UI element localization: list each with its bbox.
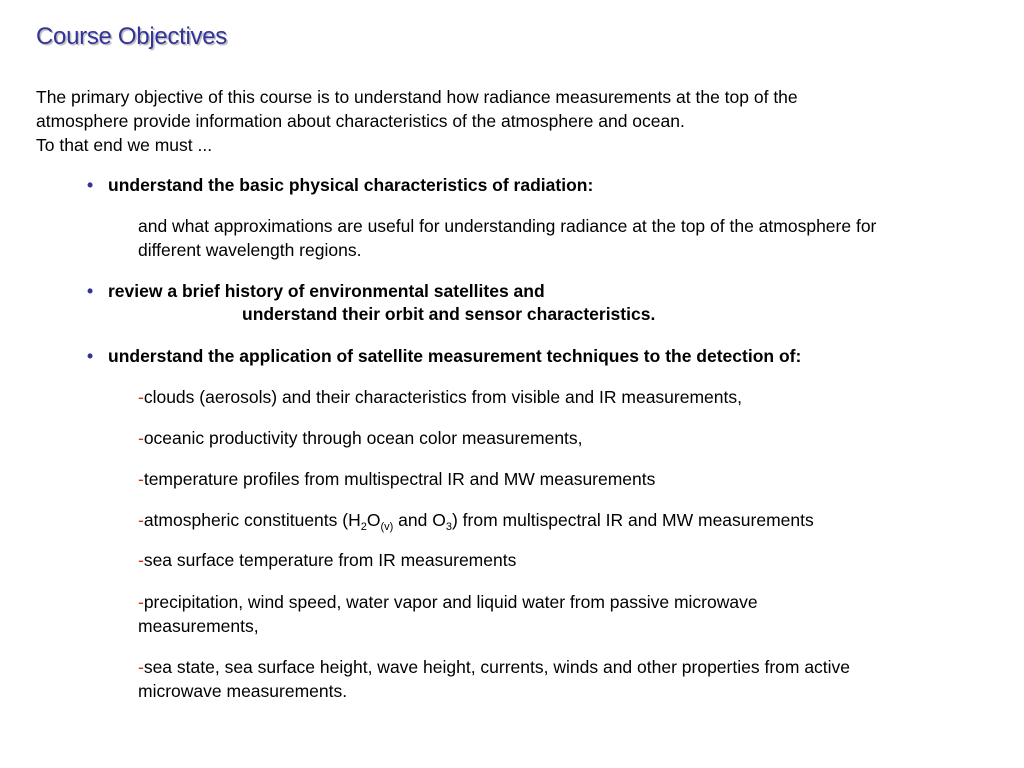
subscript: (v) bbox=[380, 521, 394, 533]
detail-line: and what approximations are useful for understanding radiance at the top of the atmosphere for bbox=[138, 216, 877, 236]
list-item bbox=[138, 385, 998, 409]
list-item bbox=[138, 426, 998, 450]
dash-icon: - bbox=[138, 592, 144, 612]
bullet-detail bbox=[138, 214, 998, 262]
bullet-icon: • bbox=[87, 346, 94, 366]
bullet-item bbox=[87, 344, 801, 368]
list-item-text: precipitation, wind speed, water vapor and liquid water from passive microwave bbox=[143, 592, 758, 612]
subscript: 3 bbox=[445, 521, 452, 533]
page-title: Course Objectives bbox=[36, 23, 227, 50]
list-item-text: sea state, sea surface height, wave height, currents, winds and other properties from active bbox=[143, 657, 851, 677]
dash-icon: - bbox=[138, 510, 144, 530]
bullet-text: understand the basic physical characteristics of radiation: bbox=[108, 175, 594, 195]
intro-line: The primary objective of this course is to understand how radiance measurements at the top of the bbox=[36, 87, 798, 107]
list-item-text-prefix: atmospheric constituents (H bbox=[143, 510, 361, 530]
list-item-text: oceanic productivity through ocean color measurements, bbox=[143, 428, 583, 448]
dash-icon: - bbox=[138, 428, 144, 448]
list-item bbox=[138, 590, 998, 638]
dash-icon: - bbox=[138, 657, 144, 677]
bullet-text-continuation: understand their orbit and sensor characteristics. bbox=[242, 304, 656, 324]
list-item-text: O bbox=[366, 510, 381, 530]
dash-icon: - bbox=[138, 387, 144, 407]
list-item-text: clouds (aerosols) and their characteristics from visible and IR measurements, bbox=[143, 387, 742, 407]
intro-line: To that end we must ... bbox=[36, 135, 213, 155]
list-item bbox=[138, 548, 998, 572]
dash-icon: - bbox=[138, 469, 144, 489]
list-item-text: and O bbox=[393, 510, 446, 530]
dash-icon: - bbox=[138, 550, 144, 570]
detail-line: different wavelength regions. bbox=[138, 240, 362, 260]
intro-line: atmosphere provide information about characteristics of the atmosphere and ocean. bbox=[36, 111, 685, 131]
bullet-item bbox=[87, 279, 545, 303]
intro-paragraph bbox=[36, 85, 996, 157]
bullet-text: understand the application of satellite measurement techniques to the detection of: bbox=[108, 346, 802, 366]
list-item-text: measurements, bbox=[138, 616, 259, 636]
bullet-icon: • bbox=[87, 175, 94, 195]
bullet-text: review a brief history of environmental satellites and bbox=[108, 281, 545, 301]
subscript: 2 bbox=[360, 521, 367, 533]
list-item bbox=[138, 467, 998, 491]
list-item-text: microwave measurements. bbox=[138, 681, 348, 701]
list-item-text-suffix: ) from multispectral IR and MW measurements bbox=[451, 510, 814, 530]
list-item bbox=[138, 655, 998, 703]
list-item bbox=[138, 508, 998, 532]
bullet-icon: • bbox=[87, 281, 94, 301]
bullet-item bbox=[87, 173, 593, 197]
list-item-text: temperature profiles from multispectral IR and MW measurements bbox=[143, 469, 656, 489]
list-item-text: sea surface temperature from IR measurements bbox=[143, 550, 517, 570]
